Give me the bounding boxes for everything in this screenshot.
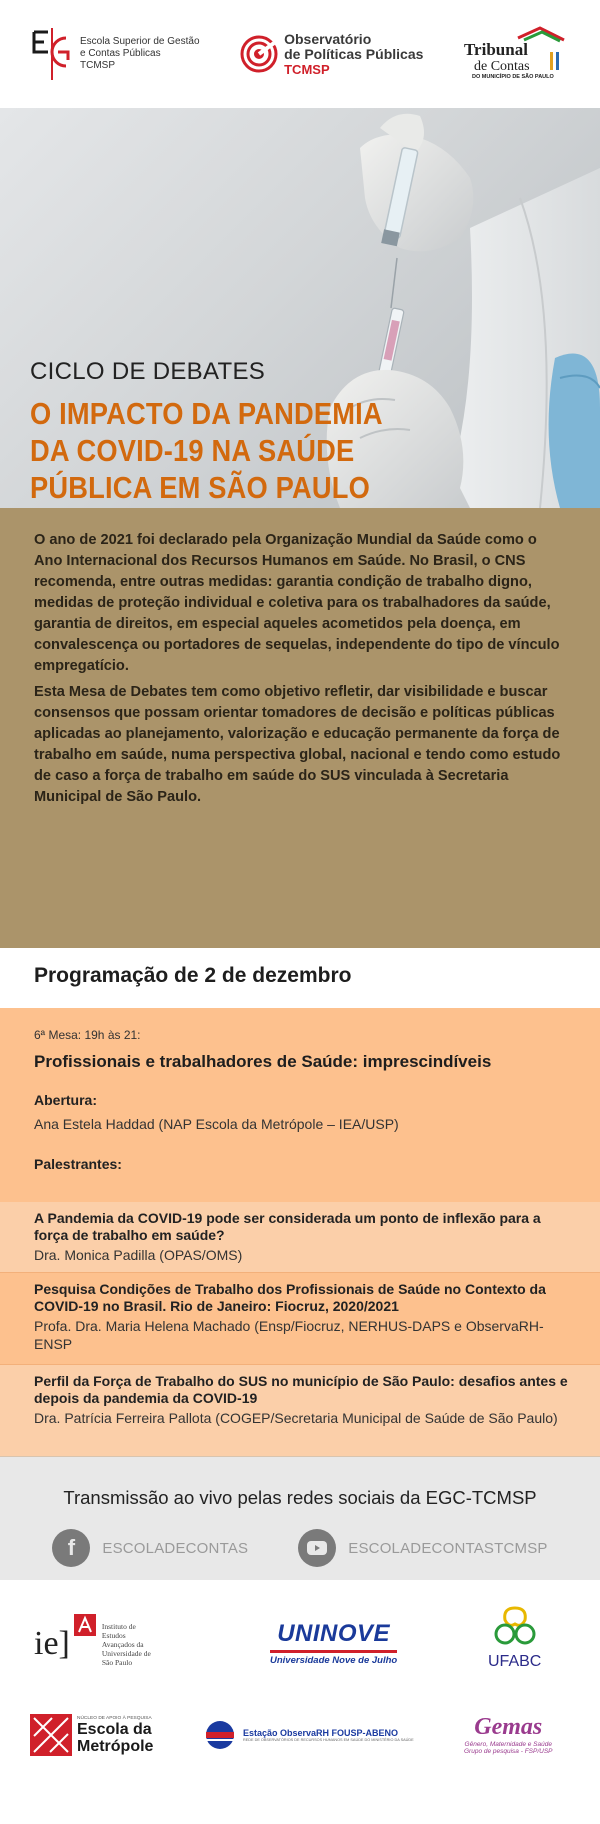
metropole-line1: Escola da bbox=[77, 1720, 152, 1738]
egc-logo bbox=[28, 26, 200, 82]
egc-text bbox=[80, 36, 200, 72]
observatorio-line2: de Políticas Públicas bbox=[284, 45, 424, 62]
talk-title: Pesquisa Condições de Trabalho dos Profissionais de Saúde no Contexto da COVID-19 no Brasil. Rio de Janeiro: Fiocruz, 2020/2021 bbox=[34, 1281, 546, 1314]
talk-speaker: Dra. Patrícia Ferreira Pallota (COGEP/Secretaria Municipal de Saúde de São Paulo) bbox=[34, 1410, 558, 1426]
intro-paragraph: Esta Mesa de Debates tem como objetivo refletir, dar visibilidade e buscar consensos que possam orientar tomadores de decisão e políticas públicas aplicadas ao planejamento, valorização e educação permanente da força de trabalho em saúde, numa perspectiva global, nacional e tendo como estudo de caso a força de trabalho em saúde do SUS vinculada à Secretaria Municipal de São Paulo. bbox=[34, 684, 561, 805]
facebook-link[interactable] bbox=[52, 1529, 248, 1567]
talk-item bbox=[0, 1272, 600, 1364]
palestrantes-label: Palestrantes: bbox=[34, 1156, 122, 1172]
iea-text bbox=[102, 1622, 151, 1667]
intro-section bbox=[0, 508, 600, 948]
uninove-sub: Universidade Nove de Julho bbox=[270, 1655, 398, 1666]
metropole-logo bbox=[30, 1714, 153, 1756]
observatorio-text bbox=[284, 32, 423, 77]
transmission-text: Transmissão ao vivo pelas redes sociais da EGC-TCMSP bbox=[63, 1487, 537, 1508]
iea-line: Estudos bbox=[101, 1630, 126, 1640]
talk-item bbox=[0, 1202, 600, 1272]
iea-line: Universidade de bbox=[101, 1648, 151, 1658]
transmission-section bbox=[0, 1456, 600, 1580]
tribunal-logo bbox=[464, 26, 572, 82]
metropole-line2: Metrópole bbox=[77, 1737, 154, 1755]
facebook-label: ESCOLADECONTAS bbox=[102, 1539, 249, 1557]
tribunal-line2: de Contas bbox=[473, 59, 530, 74]
gemas-sub1: Gênero, Maternidade e Saúde bbox=[464, 1741, 552, 1748]
abertura-label: Abertura: bbox=[34, 1092, 98, 1108]
program-heading: Programação de 2 de dezembro bbox=[34, 964, 352, 987]
metropole-small: NÚCLEO DE APOIO À PESQUISA bbox=[77, 1715, 152, 1721]
youtube-link[interactable] bbox=[298, 1529, 547, 1567]
youtube-label: ESCOLADECONTASTCMSP bbox=[348, 1539, 548, 1557]
target-icon bbox=[240, 35, 278, 73]
iea-line: Avançados da bbox=[101, 1639, 144, 1649]
observatorio-logo bbox=[240, 32, 423, 77]
partners-section bbox=[0, 1580, 600, 1805]
iea-logo bbox=[34, 1614, 151, 1674]
uninove-logo bbox=[270, 1620, 397, 1666]
tribunal-line3: DO MUNICÍPIO DE SÃO PAULO bbox=[471, 74, 554, 80]
mesa-time: 6ª Mesa: 19h às 21: bbox=[34, 1028, 141, 1042]
hero-title bbox=[30, 395, 470, 506]
uninove-name: UNINOVE bbox=[277, 1620, 391, 1647]
ufabc-name: UFABC bbox=[488, 1653, 542, 1670]
program-section bbox=[0, 1008, 600, 1202]
observarh-text bbox=[243, 1728, 414, 1742]
talk-speaker: Profa. Dra. Maria Helena Machado (Ensp/Fiocruz, NERHUS-DAPS e ObservaRH-ENSP bbox=[34, 1318, 544, 1352]
program-heading-bar bbox=[0, 948, 600, 1008]
iea-a-icon bbox=[74, 1614, 98, 1674]
mesa-title: Profissionais e trabalhadores de Saúde: imprescindíveis bbox=[34, 1052, 492, 1071]
metropole-text bbox=[77, 1716, 153, 1755]
social-links bbox=[0, 1529, 600, 1567]
hero-title-line: DA COVID-19 NA SAÚDE bbox=[30, 433, 355, 468]
gemas-logo bbox=[464, 1714, 553, 1755]
abertura-name: Ana Estela Haddad (NAP Escola da Metrópole – IEA/USP) bbox=[34, 1116, 399, 1132]
metropole-icon bbox=[30, 1714, 72, 1756]
talk-speaker: Dra. Monica Padilla (OPAS/OMS) bbox=[34, 1247, 243, 1263]
hero-subtitle: CICLO DE DEBATES bbox=[30, 358, 266, 385]
egc-line: TCMSP bbox=[80, 60, 115, 71]
observarh-icon bbox=[205, 1720, 235, 1750]
ufabc-icon bbox=[491, 1604, 539, 1648]
intro-paragraph: O ano de 2021 foi declarado pela Organização Mundial da Saúde como o Ano Internacional dos Recursos Humanos em Saúde. No Brasil, o CNS recomenda, entre outras medidas: garantia condição de trabalho digno, medidas de proteção individual e coletiva para os trabalhadores da saúde, garantia de direitos, em especial aqueles acometidos pela doença, em convalescença ou portadores de sequelas, independente do tipo de vínculo empregatício. bbox=[34, 532, 560, 674]
gemas-name: Gemas bbox=[474, 1714, 543, 1740]
observarh-sub: REDE DE OBSERVATÓRIOS DE RECURSOS HUMANOS EM SAÚDE DO MINISTÉRIO DA SAÚDE bbox=[243, 1738, 414, 1742]
observatorio-line1: Observatório bbox=[284, 30, 372, 47]
egc-line: Escola Superior de Gestão bbox=[80, 36, 200, 47]
talk-item bbox=[0, 1364, 600, 1456]
uninove-divider bbox=[270, 1650, 397, 1653]
youtube-icon bbox=[298, 1529, 336, 1567]
talk-title: A Pandemia da COVID-19 pode ser considerada um ponto de inflexão para a força de trabalho em saúde? bbox=[34, 1210, 541, 1243]
observatorio-line3: TCMSP bbox=[284, 61, 330, 77]
tribunal-line1: Tribunal bbox=[463, 40, 528, 59]
observarh-name: Estação ObservaRH FOUSP-ABENO bbox=[243, 1728, 399, 1738]
egc-mark-icon bbox=[28, 26, 74, 82]
gemas-sub2: Grupo de pesquisa - FSP/USP bbox=[464, 1748, 553, 1755]
facebook-icon: f bbox=[52, 1529, 90, 1567]
observarh-logo bbox=[205, 1720, 414, 1750]
hero-title-line: O IMPACTO DA PANDEMIA bbox=[30, 396, 383, 431]
header bbox=[0, 0, 600, 108]
iea-line: São Paulo bbox=[101, 1657, 133, 1667]
hero-banner bbox=[0, 108, 600, 508]
ufabc-logo bbox=[488, 1604, 541, 1671]
egc-line: e Contas Públicas bbox=[80, 48, 161, 59]
iea-line: Instituto de bbox=[101, 1621, 136, 1631]
talk-title: Perfil da Força de Trabalho do SUS no município de São Paulo: desafios antes e depois da pandemia da COVID-19 bbox=[34, 1373, 568, 1406]
ie-mark-icon: ie] bbox=[34, 1625, 70, 1662]
hero-title-line: PÚBLICA EM SÃO PAULO bbox=[30, 470, 370, 505]
